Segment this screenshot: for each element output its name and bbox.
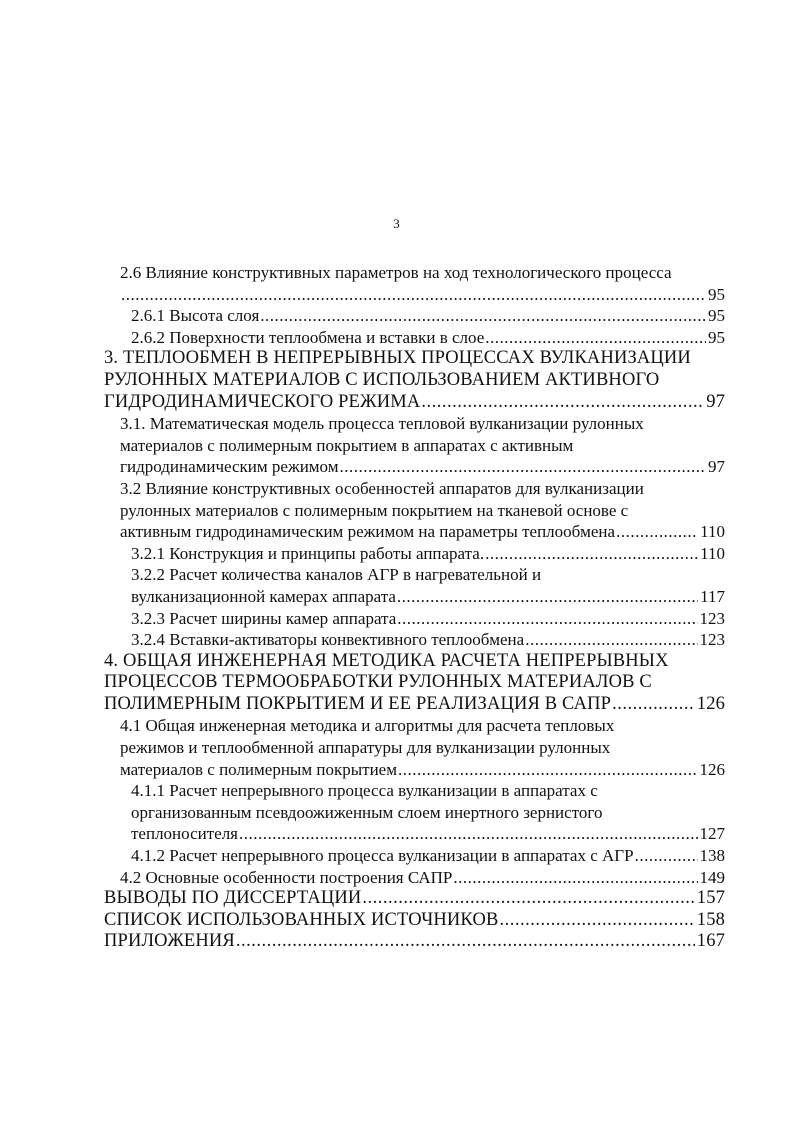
- toc-entry-title: 3.2.3 Расчет ширины камер аппарата: [131, 608, 397, 628]
- toc-entry: [0, 413, 793, 478]
- toc-entry: [0, 564, 793, 607]
- dot-leader: [525, 629, 697, 651]
- toc-entry-title: 3.2.4 Вставки-активаторы конвективного теплообмена: [131, 630, 525, 650]
- toc-entry-leader-line: [120, 456, 725, 478]
- toc-entry-leader-line: [104, 931, 725, 953]
- toc-page-number: 157: [696, 888, 725, 909]
- toc-entry-line: ПРОЦЕССОВ ТЕРМООБРАБОТКИ РУЛОННЫХ МАТЕРИАЛОВ С: [104, 672, 652, 693]
- dot-leader: [635, 845, 698, 867]
- toc-entry: [0, 348, 793, 413]
- toc-entry-line: 3. ТЕПЛООБМЕН В НЕПРЕРЫВНЫХ ПРОЦЕССАХ ВУЛКАНИЗАЦИИ: [104, 348, 691, 369]
- toc-entry-title: ПОЛИМЕРНЫМ ПОКРЫТИЕМ И ЕЕ РЕАЛИЗАЦИЯ В САПР: [104, 693, 612, 714]
- toc-entry-title: 4.1.2 Расчет непрерывного процесса вулканизации в аппаратах с АГР: [131, 846, 634, 866]
- toc-entry: [0, 888, 793, 910]
- toc-entry: [0, 478, 793, 543]
- toc-entry-title: ВЫВОДЫ ПО ДИССЕРТАЦИИ: [104, 888, 362, 909]
- toc-entry-leader-line: [131, 543, 725, 565]
- toc-entry: [0, 931, 793, 953]
- toc-entry-line: 3.2.2 Расчет количества каналов АГР в нагревательной и: [131, 565, 542, 585]
- toc-entry: [0, 608, 793, 630]
- toc-entry-line: организованным псевдоожиженным слоем инертного зернистого: [131, 802, 603, 822]
- toc-page-number: 127: [699, 824, 725, 844]
- toc-entry: [0, 867, 793, 889]
- dot-leader: [616, 521, 698, 543]
- toc-page-number: 95: [708, 284, 725, 304]
- toc-page-number: 138: [699, 846, 725, 866]
- toc-entry-title: ГИДРОДИНАМИЧЕСКОГО РЕЖИМА: [104, 391, 421, 412]
- dot-leader: [340, 456, 707, 478]
- toc-page-number: 95: [708, 327, 725, 347]
- toc-entry-leader-line: [131, 629, 725, 651]
- toc-entry-title: вулканизационной камерах аппарата: [131, 586, 396, 606]
- toc-entry-title: 2.6.1 Высота слоя: [131, 306, 260, 326]
- page-number: 3: [393, 216, 400, 231]
- toc-entry-title: СПИСОК ИСПОЛЬЗОВАННЫХ ИСТОЧНИКОВ: [104, 909, 499, 930]
- toc-entry: [0, 305, 793, 327]
- toc-page-number: 158: [696, 909, 725, 930]
- toc-entry: [0, 629, 793, 651]
- toc-entry-line: 3.2 Влияние конструктивных особенностей аппаратов для вулканизации: [120, 478, 644, 498]
- toc-page-number: 123: [699, 630, 725, 650]
- toc-entry-line: режимов и теплообменной аппаратуры для вулканизации рулонных: [120, 738, 611, 758]
- toc-entry-title: теплоносителя: [131, 824, 238, 844]
- dot-leader: [612, 694, 695, 716]
- toc-entry-line: РУЛОННЫХ МАТЕРИАЛОВ С ИСПОЛЬЗОВАНИЕМ АКТИВНОГО: [104, 369, 660, 390]
- dot-leader: [260, 305, 706, 327]
- toc-entry-leader-line: [120, 521, 725, 543]
- toc-entry-line: 4.1 Общая инженерная методика и алгоритмы для расчета тепловых: [120, 716, 615, 736]
- dot-leader: [239, 823, 698, 845]
- dot-leader: [398, 759, 698, 781]
- toc-entry-leader-line: [131, 608, 725, 630]
- dot-leader: [121, 284, 706, 306]
- toc-entry-leader-line: [120, 867, 725, 889]
- toc-entry-title: ПРИЛОЖЕНИЯ: [104, 931, 235, 952]
- toc-entry-leader-line: [104, 392, 725, 414]
- dot-leader: [236, 931, 695, 953]
- toc-entry-line: 4.1.1 Расчет непрерывного процесса вулканизации в аппаратах с: [131, 781, 598, 801]
- toc-entry-line: материалов с полимерным покрытием в аппаратах с активным: [120, 435, 574, 455]
- toc-page-number: 123: [699, 608, 725, 628]
- toc-page-number: 126: [696, 693, 725, 714]
- dot-leader: [499, 910, 694, 932]
- toc-entry-leader-line: [131, 327, 725, 349]
- toc-page-number: 95: [708, 306, 725, 326]
- dot-leader: [362, 888, 694, 910]
- toc-entry-leader-line: [104, 910, 725, 932]
- toc-page-number: 110: [700, 543, 725, 563]
- toc-page-number: 97: [708, 457, 725, 477]
- toc-entry-title: активным гидродинамическим режимом на параметры теплообмена: [120, 522, 616, 542]
- toc-page-number: 126: [699, 759, 725, 779]
- toc-entry: [0, 543, 793, 565]
- dot-leader: [397, 608, 697, 630]
- toc-entry-title: гидродинамическим режимом: [120, 457, 339, 477]
- toc-entry: [0, 262, 793, 305]
- toc-page-number: 117: [700, 586, 725, 606]
- toc-entry-line: 2.6 Влияние конструктивных параметров на ход технологического процесса: [120, 263, 672, 282]
- toc-entry-title: 3.2.1 Конструкция и принципы работы аппарата.: [131, 543, 485, 563]
- toc-entry-leader-line: [131, 305, 725, 327]
- toc-entry-line: 4. ОБЩАЯ ИНЖЕНЕРНАЯ МЕТОДИКА РАСЧЕТА НЕПРЕРЫВНЫХ: [104, 650, 669, 671]
- toc-entry-title: 4.2 Основные особенности построения САПР: [120, 867, 453, 887]
- dot-leader: [485, 327, 706, 349]
- table-of-contents: [0, 262, 793, 953]
- dot-leader: [397, 586, 698, 608]
- toc-entry-leader-line: [120, 284, 725, 306]
- toc-entry-title: материалов с полимерным покрытием: [120, 759, 397, 779]
- toc-entry-leader-line: [131, 823, 725, 845]
- toc-entry: [0, 845, 793, 867]
- toc-page-number: 149: [699, 867, 725, 887]
- toc-entry-leader-line: [131, 586, 725, 608]
- toc-entry: [0, 327, 793, 349]
- toc-entry-leader-line: [104, 888, 725, 910]
- toc-page-number: 97: [706, 391, 725, 412]
- toc-entry: [0, 910, 793, 932]
- toc-entry-leader-line: [120, 759, 725, 781]
- toc-entry-leader-line: [104, 694, 725, 716]
- dot-leader: [453, 867, 697, 889]
- dot-leader: [485, 543, 698, 565]
- toc-page-number: 110: [700, 522, 725, 542]
- toc-page-number: 167: [696, 931, 725, 952]
- toc-entry-line: рулонных материалов с полимерным покрытием на тканевой основе с: [120, 500, 629, 520]
- toc-entry: [0, 780, 793, 845]
- toc-entry-title: 2.6.2 Поверхности теплообмена и вставки в слое: [131, 327, 485, 347]
- toc-entry-line: 3.1. Математическая модель процесса тепловой вулканизации рулонных: [120, 414, 644, 434]
- toc-entry: [0, 715, 793, 780]
- dot-leader: [421, 392, 704, 414]
- toc-entry-leader-line: [131, 845, 725, 867]
- toc-entry: [0, 651, 793, 716]
